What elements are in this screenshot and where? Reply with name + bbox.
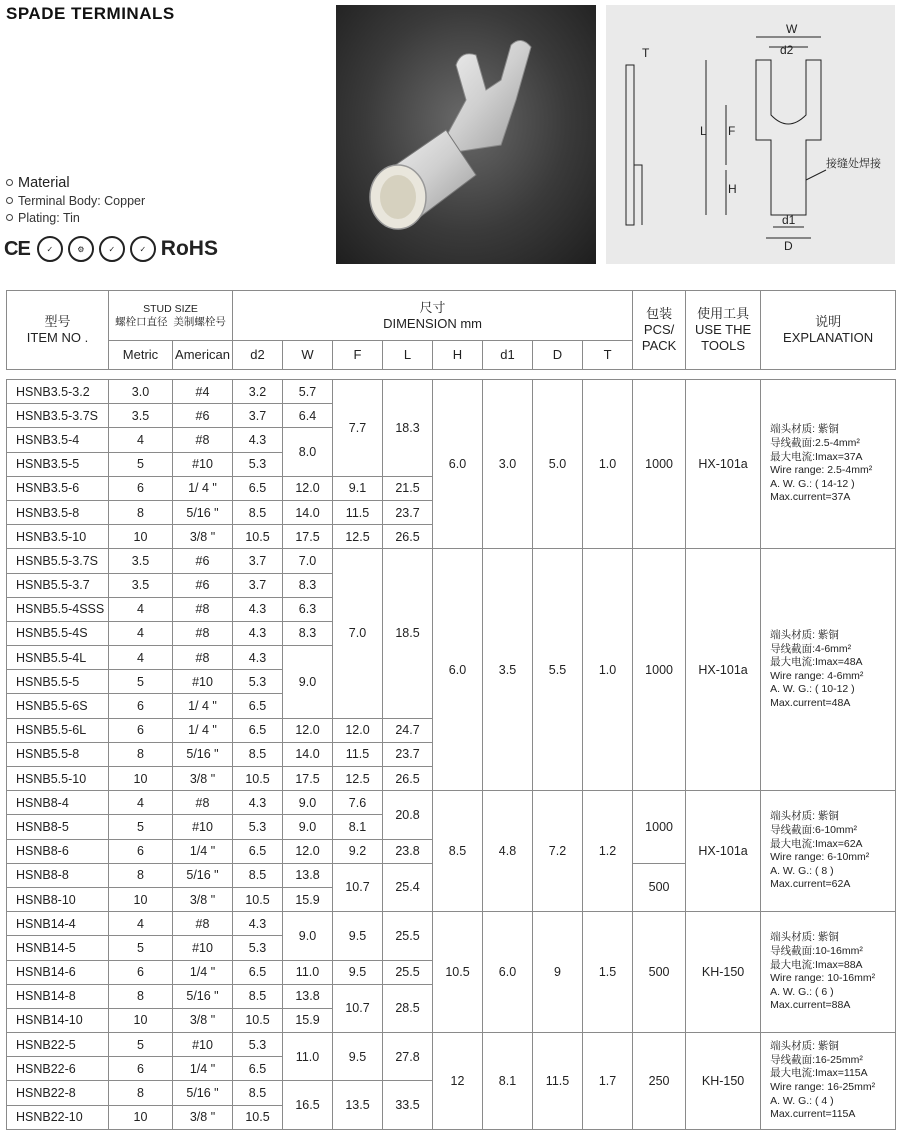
cell-d2: 5.3 [233,452,283,476]
cell-w: 14.0 [283,742,333,766]
cell-w: 8.3 [283,573,333,597]
cell-w: 8.0 [283,428,333,476]
cell-metric: 5 [109,452,173,476]
cell-l: 20.8 [383,791,433,839]
cell-f: 11.5 [333,500,383,524]
cell-w: 11.0 [283,960,333,984]
ce-mark-logo: CE [4,237,30,260]
cell-w: 9.0 [283,912,333,960]
cell-metric: 6 [109,718,173,742]
material-body-row [6,192,145,209]
cell-item-no: HSNB22-10 [7,1105,109,1129]
cell-f: 7.6 [333,791,383,815]
cell-t: 1.5 [583,912,633,1033]
cell-american: #10 [173,452,233,476]
header-d2: d2 [233,341,283,370]
cell-w: 6.4 [283,404,333,428]
cell-w: 9.0 [283,646,333,719]
cell-d1: 8.1 [483,1033,533,1130]
cell-item-no: HSNB5.5-3.7S [7,549,109,573]
cell-t: 1.0 [583,380,633,549]
cell-metric: 8 [109,984,173,1008]
cell-metric: 6 [109,694,173,718]
cell-d2: 3.7 [233,549,283,573]
cell-american: 1/ 4 " [173,694,233,718]
cell-pcs-pack: 250 [633,1033,686,1130]
cell-d2: 6.5 [233,718,283,742]
cell-d2: 8.5 [233,984,283,1008]
cell-metric: 4 [109,791,173,815]
header-american: American [173,341,233,370]
cell-item-no: HSNB5.5-5 [7,670,109,694]
cell-d2: 3.7 [233,404,283,428]
cell-metric: 10 [109,1105,173,1129]
header-pack: 包装 PCS/ PACK [633,291,686,370]
cell-tool: KH-150 [686,912,761,1033]
cell-pcs-pack: 1000 [633,380,686,549]
cell-w: 11.0 [283,1033,333,1081]
cell-american: #4 [173,380,233,404]
cell-metric: 5 [109,936,173,960]
cell-d2: 10.5 [233,1105,283,1129]
cell-american: 1/4 " [173,839,233,863]
cell-metric: 4 [109,621,173,645]
cell-american: 5/16 " [173,1081,233,1105]
cell-american: 3/8 " [173,525,233,549]
cell-metric: 10 [109,887,173,911]
header-explanation: 说明 EXPLANATION [761,291,896,370]
cell-american: 3/8 " [173,1105,233,1129]
header-h: H [433,341,483,370]
cell-d2: 6.5 [233,694,283,718]
cell-l: 18.3 [383,380,433,477]
header-w: W [283,341,333,370]
drawing-label-d1: d1 [782,213,796,227]
cell-f: 13.5 [333,1081,383,1129]
cell-item-no: HSNB5.5-6S [7,694,109,718]
cell-w: 15.9 [283,1008,333,1032]
cert-seal-icon: ✓ [37,236,63,262]
cell-metric: 3.5 [109,573,173,597]
cell-item-no: HSNB8-5 [7,815,109,839]
cell-tool: HX-101a [686,380,761,549]
cell-item-no: HSNB8-10 [7,887,109,911]
header-f: F [333,341,383,370]
cell-american: #6 [173,404,233,428]
spec-table-header [7,291,896,380]
cell-metric: 10 [109,525,173,549]
drawing-label-w: W [786,22,798,36]
cell-l: 23.7 [383,500,433,524]
spec-table-body [7,380,896,1130]
cert-seal-icon: ⚙ [68,236,94,262]
drawing-label-t: T [642,46,650,60]
cell-item-no: HSNB3.5-3.7S [7,404,109,428]
cell-h: 6.0 [433,380,483,549]
cell-metric: 8 [109,500,173,524]
header-metric: Metric [109,341,173,370]
cell-item-no: HSNB22-6 [7,1057,109,1081]
cell-d1: 3.5 [483,549,533,791]
cell-d2: 5.3 [233,815,283,839]
cell-item-no: HSNB14-5 [7,936,109,960]
cell-d: 7.2 [533,791,583,912]
cell-american: #10 [173,815,233,839]
cell-l: 25.5 [383,912,433,960]
cell-f: 12.0 [333,718,383,742]
cell-item-no: HSNB5.5-4S [7,621,109,645]
cell-item-no: HSNB8-6 [7,839,109,863]
cell-item-no: HSNB22-8 [7,1081,109,1105]
cell-w: 13.8 [283,984,333,1008]
cell-american: 1/ 4 " [173,476,233,500]
cell-w: 16.5 [283,1081,333,1129]
cell-d2: 4.3 [233,912,283,936]
cell-l: 33.5 [383,1081,433,1129]
cell-l: 23.7 [383,742,433,766]
cell-d2: 4.3 [233,597,283,621]
drawing-label-l: L [700,124,707,138]
bullet-icon [6,179,13,186]
cell-metric: 10 [109,767,173,791]
cell-f: 9.5 [333,912,383,960]
cell-american: #8 [173,646,233,670]
cell-metric: 3.5 [109,404,173,428]
cell-w: 13.8 [283,863,333,887]
cell-w: 9.0 [283,791,333,815]
cell-item-no: HSNB5.5-3.7 [7,573,109,597]
cell-item-no: HSNB3.5-8 [7,500,109,524]
bullet-icon [6,214,13,221]
header-t: T [583,341,633,370]
cell-item-no: HSNB14-10 [7,1008,109,1032]
technical-drawing [606,5,895,264]
cell-d: 5.5 [533,549,583,791]
table-row [7,791,896,815]
cell-metric: 4 [109,597,173,621]
cell-american: 3/8 " [173,887,233,911]
drawing-label-h: H [728,182,737,196]
cell-d2: 8.5 [233,500,283,524]
cell-metric: 6 [109,960,173,984]
cell-metric: 5 [109,670,173,694]
cell-metric: 3.5 [109,549,173,573]
spade-terminal-photo-icon [336,5,596,264]
cell-american: #6 [173,573,233,597]
cell-w: 17.5 [283,767,333,791]
cell-explanation: 端头材质: 紫铜 导线截面:2.5-4mm² 最大电流:Imax=37A Wire range: 2.5-4mm² A. W. G.: ( 14-12 ) Max.current=37A [761,380,896,549]
table-row [7,1033,896,1057]
material-plating: Plating: Tin [18,210,80,225]
cell-t: 1.7 [583,1033,633,1130]
drawing-label-f: F [728,124,736,138]
material-heading-row [6,173,145,192]
cell-d: 5.0 [533,380,583,549]
dimension-drawing-icon [606,5,895,264]
header-d: D [533,341,583,370]
cell-w: 5.7 [283,380,333,404]
cell-pcs-pack: 500 [633,912,686,1033]
cell-l: 25.5 [383,960,433,984]
cell-w: 17.5 [283,525,333,549]
cell-f: 9.5 [333,960,383,984]
cell-metric: 8 [109,863,173,887]
cell-metric: 5 [109,815,173,839]
cell-f: 12.5 [333,525,383,549]
cell-d2: 10.5 [233,525,283,549]
cell-metric: 8 [109,1081,173,1105]
cell-american: 5/16 " [173,863,233,887]
header-item: 型号 ITEM NO . [7,291,109,370]
cell-f: 9.2 [333,839,383,863]
drawing-label-d2: d2 [780,43,794,57]
material-body: Terminal Body: Copper [18,193,146,208]
cell-item-no: HSNB22-5 [7,1033,109,1057]
cell-metric: 5 [109,1033,173,1057]
cell-d2: 5.3 [233,670,283,694]
cert-seal-icon: ✓ [99,236,125,262]
header-dimension: 尺寸 DIMENSION mm [233,291,633,341]
cell-l: 26.5 [383,525,433,549]
table-spacer [7,370,896,380]
cell-tool: HX-101a [686,549,761,791]
cell-d2: 5.3 [233,1033,283,1057]
cell-l: 26.5 [383,767,433,791]
cell-american: 5/16 " [173,984,233,1008]
rohs-logo: RoHS [160,237,218,260]
cell-d: 11.5 [533,1033,583,1130]
cell-d1: 4.8 [483,791,533,912]
cell-w: 7.0 [283,549,333,573]
cell-item-no: HSNB3.5-6 [7,476,109,500]
cell-explanation: 端头材质: 紫铜 导线截面:4-6mm² 最大电流:Imax=48A Wire range: 4-6mm² A. W. G.: ( 10-12 ) Max.current=48A [761,549,896,791]
header-stud-size: STUD SIZE 螺栓口直径 美制螺栓号 [109,291,233,341]
cell-american: 5/16 " [173,742,233,766]
cell-t: 1.0 [583,549,633,791]
cell-pcs-pack: 500 [633,863,686,911]
product-photo [336,5,596,264]
cell-t: 1.2 [583,791,633,912]
sgs-seal-icon: ✓ [130,236,156,262]
cell-american: 1/4 " [173,1057,233,1081]
cell-metric: 4 [109,428,173,452]
cell-d2: 8.5 [233,1081,283,1105]
cell-american: #8 [173,791,233,815]
spec-table [6,290,896,1130]
cell-h: 12 [433,1033,483,1130]
material-plating-row [6,209,145,226]
cell-w: 15.9 [283,887,333,911]
cell-l: 21.5 [383,476,433,500]
cell-american: #8 [173,597,233,621]
cell-f: 9.1 [333,476,383,500]
cell-metric: 10 [109,1008,173,1032]
cell-d2: 5.3 [233,936,283,960]
cell-f: 9.5 [333,1033,383,1081]
cell-f: 8.1 [333,815,383,839]
cell-h: 6.0 [433,549,483,791]
cell-f: 7.7 [333,380,383,477]
table-row [7,380,896,404]
cell-d2: 6.5 [233,476,283,500]
table-row [7,549,896,573]
cell-d2: 6.5 [233,839,283,863]
cell-d2: 4.3 [233,428,283,452]
cell-w: 8.3 [283,621,333,645]
cell-l: 25.4 [383,863,433,911]
cell-d2: 10.5 [233,767,283,791]
cell-d2: 3.2 [233,380,283,404]
cell-f: 10.7 [333,984,383,1032]
cell-w: 12.0 [283,718,333,742]
cell-d2: 10.5 [233,1008,283,1032]
cell-w: 12.0 [283,839,333,863]
cell-d2: 3.7 [233,573,283,597]
cell-pcs-pack: 1000 [633,549,686,791]
cell-item-no: HSNB5.5-4L [7,646,109,670]
cell-explanation: 端头材质: 紫铜 导线截面:10-16mm² 最大电流:Imax=88A Wire range: 10-16mm² A. W. G.: ( 6 ) Max.current=88A [761,912,896,1033]
cell-metric: 6 [109,1057,173,1081]
cell-l: 18.5 [383,549,433,718]
cell-metric: 6 [109,839,173,863]
cell-american: #10 [173,670,233,694]
cell-w: 12.0 [283,476,333,500]
cell-d2: 6.5 [233,1057,283,1081]
cell-metric: 4 [109,646,173,670]
cell-item-no: HSNB3.5-5 [7,452,109,476]
cell-item-no: HSNB8-4 [7,791,109,815]
cell-w: 14.0 [283,500,333,524]
cell-item-no: HSNB14-4 [7,912,109,936]
cell-metric: 3.0 [109,380,173,404]
cell-american: #8 [173,912,233,936]
drawing-label-weld: 接缝处焊接 [826,158,881,170]
cell-f: 7.0 [333,549,383,718]
header-d1: d1 [483,341,533,370]
cell-item-no: HSNB14-6 [7,960,109,984]
cell-american: 3/8 " [173,767,233,791]
cell-tool: KH-150 [686,1033,761,1130]
cell-item-no: HSNB14-8 [7,984,109,1008]
cell-l: 23.8 [383,839,433,863]
material-heading: Material [18,174,70,191]
cell-american: #6 [173,549,233,573]
cell-item-no: HSNB5.5-6L [7,718,109,742]
cell-american: 1/ 4 " [173,718,233,742]
cell-item-no: HSNB5.5-4SSS [7,597,109,621]
cell-american: #10 [173,1033,233,1057]
cell-d1: 3.0 [483,380,533,549]
cell-explanation: 端头材质: 紫铜 导线截面:16-25mm² 最大电流:Imax=115A Wire range: 16-25mm² A. W. G.: ( 4 ) Max.current=115A [761,1033,896,1130]
cell-metric: 4 [109,912,173,936]
drawing-label-d: D [784,239,793,253]
cell-american: 3/8 " [173,1008,233,1032]
cell-american: 5/16 " [173,500,233,524]
cell-l: 24.7 [383,718,433,742]
cell-f: 11.5 [333,742,383,766]
cell-h: 10.5 [433,912,483,1033]
cell-h: 8.5 [433,791,483,912]
cell-item-no: HSNB3.5-3.2 [7,380,109,404]
cell-f: 10.7 [333,863,383,911]
cell-explanation: 端头材质: 紫铜 导线截面:6-10mm² 最大电流:Imax=62A Wire range: 6-10mm² A. W. G.: ( 8 ) Max.current=62A [761,791,896,912]
cell-d2: 8.5 [233,863,283,887]
cell-tool: HX-101a [686,791,761,912]
cell-item-no: HSNB3.5-10 [7,525,109,549]
cell-d1: 6.0 [483,912,533,1033]
cell-item-no: HSNB5.5-8 [7,742,109,766]
cell-d2: 8.5 [233,742,283,766]
cell-w: 6.3 [283,597,333,621]
cell-american: 1/4 " [173,960,233,984]
cell-d2: 4.3 [233,791,283,815]
cell-item-no: HSNB5.5-10 [7,767,109,791]
cell-d2: 6.5 [233,960,283,984]
cell-d: 9 [533,912,583,1033]
header-l: L [383,341,433,370]
cell-d2: 4.3 [233,646,283,670]
table-row [7,912,896,936]
cell-metric: 8 [109,742,173,766]
bullet-icon [6,197,13,204]
certification-logos [4,236,218,262]
cell-w: 9.0 [283,815,333,839]
cell-american: #8 [173,621,233,645]
cell-d2: 10.5 [233,887,283,911]
cell-f: 12.5 [333,767,383,791]
cell-american: #10 [173,936,233,960]
page-title: SPADE TERMINALS [6,4,175,23]
cell-d2: 4.3 [233,621,283,645]
cell-item-no: HSNB8-8 [7,863,109,887]
cell-pcs-pack: 1000 [633,791,686,864]
cell-l: 28.5 [383,984,433,1032]
cell-item-no: HSNB3.5-4 [7,428,109,452]
cell-l: 27.8 [383,1033,433,1081]
cell-metric: 6 [109,476,173,500]
material-info [6,173,145,226]
header-tools: 使用工具 USE THE TOOLS [686,291,761,370]
cell-american: #8 [173,428,233,452]
